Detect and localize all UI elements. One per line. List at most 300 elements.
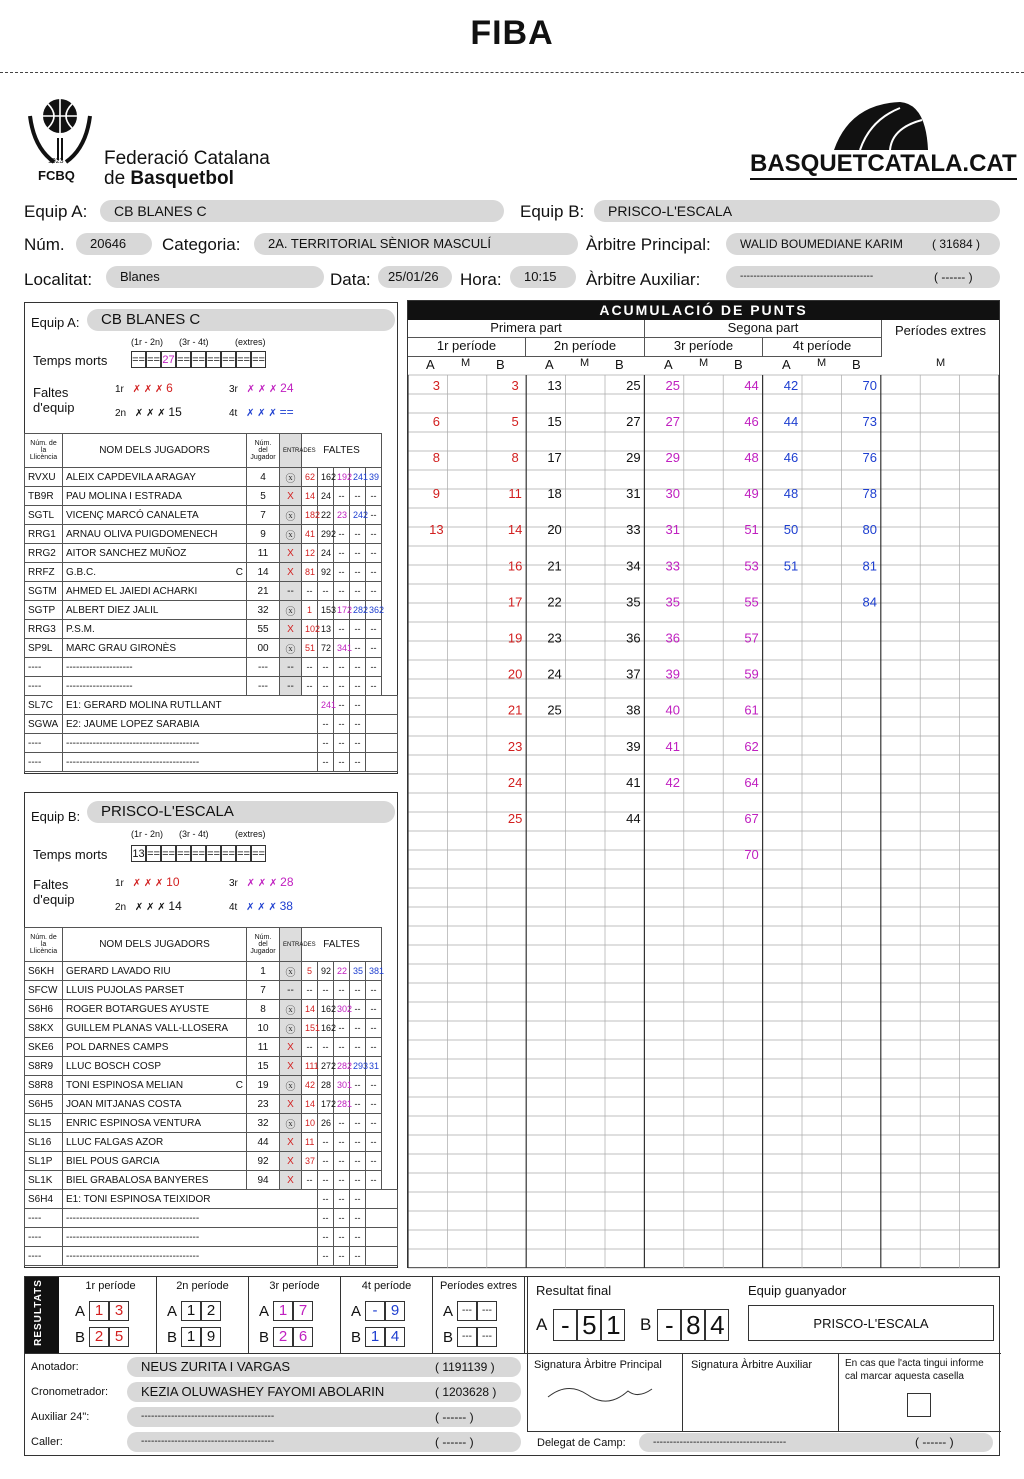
player-foul: 39: [366, 468, 382, 487]
coach-row[interactable]: [25, 1247, 398, 1266]
timeout-box[interactable]: ==: [146, 845, 161, 862]
player-license: ----: [25, 677, 63, 696]
player-entry: ⓧ: [280, 1019, 302, 1038]
player-foul: --: [366, 981, 382, 1000]
player-foul: 26: [318, 1114, 334, 1133]
player-foul: 241: [350, 468, 366, 487]
team-fouls-q4: 4t ✗ ✗ ✗ 38: [229, 899, 293, 913]
timeout-box[interactable]: ==: [221, 845, 236, 862]
player-foul: 13: [318, 620, 334, 639]
running-score: 33: [626, 522, 641, 538]
team-fouls-q2: 2n ✗ ✗ ✗ 14: [115, 899, 182, 913]
team-a-label: Equip A:: [24, 202, 88, 221]
team-b-players: [25, 962, 398, 1266]
team-b-panel: [24, 792, 398, 1268]
player-entry: X: [280, 563, 302, 582]
grid-col-headers: [408, 357, 999, 375]
player-license: SGTM: [25, 582, 63, 601]
col-m: M: [817, 357, 827, 369]
coach-foul: --: [350, 753, 366, 772]
coach-name: ----------------------------------------: [63, 734, 318, 753]
coach-foul: --: [318, 715, 334, 734]
player-name: ALEIX CAPDEVILA ARAGAY: [63, 468, 247, 487]
player-row[interactable]: [25, 677, 398, 696]
col-name: NOM DELS JUGADORS: [63, 434, 247, 468]
period-score-digit: 2: [273, 1327, 293, 1347]
player-license: S6H5: [25, 1095, 63, 1114]
period-score-row: A 1 2: [167, 1301, 221, 1321]
aux24-field[interactable]: ---------------------------------------- ( ------ ): [127, 1407, 521, 1427]
timeout-box[interactable]: ==: [206, 351, 221, 368]
player-foul: --: [366, 582, 382, 601]
period-score-digit: 1: [365, 1327, 385, 1347]
sig-main-box[interactable]: [527, 1353, 683, 1431]
category-field[interactable]: 2A. TERRITORIAL SÈNIOR MASCULÍ: [254, 233, 578, 255]
coach-row[interactable]: [25, 1190, 398, 1209]
coach-license: ----: [25, 1228, 63, 1247]
num-field[interactable]: 20646: [76, 233, 152, 255]
player-entry: X: [280, 487, 302, 506]
captain-mark: C: [235, 566, 243, 578]
player-foul: 301: [334, 1076, 350, 1095]
player-foul: --: [366, 506, 382, 525]
scorer-field[interactable]: NEUS ZURITA I VARGAS ( 1191139 ): [127, 1357, 521, 1377]
running-score: 51: [744, 522, 759, 538]
player-foul: --: [350, 1000, 366, 1019]
player-license: S8KX: [25, 1019, 63, 1038]
player-row[interactable]: [25, 1019, 398, 1038]
player-row[interactable]: [25, 620, 398, 639]
player-number: 7: [247, 506, 280, 525]
team-fouls-label: Faltes d'equip: [33, 385, 75, 415]
delegate-field[interactable]: ---------------------------------------- ( ------ ): [639, 1433, 993, 1452]
timer-field[interactable]: KEZIA OLUWASHEY FAYOMI ABOLARIN ( 1203628 ): [127, 1382, 521, 1402]
player-foul: 23: [334, 506, 350, 525]
player-foul: 162: [318, 1000, 334, 1019]
running-score: 17: [507, 594, 523, 610]
period-score-row: B 1 4: [351, 1327, 405, 1347]
team-b-panel-label: Equip B:: [31, 809, 81, 824]
running-score: 34: [626, 558, 641, 574]
player-foul: --: [334, 525, 350, 544]
timeout-box[interactable]: ==: [191, 845, 206, 862]
results-side-label: RESULTATS: [25, 1277, 59, 1353]
player-entry: ⓧ: [280, 1000, 302, 1019]
coach-row[interactable]: [25, 715, 398, 734]
period-score-row: B 1 9: [167, 1327, 221, 1347]
period-result-label: 4t període: [361, 1280, 412, 1292]
coach-foul: --: [350, 734, 366, 753]
player-foul: --: [318, 658, 334, 677]
player-number: 1: [247, 962, 280, 981]
player-foul: 14: [302, 1095, 318, 1114]
player-entry: ⓧ: [280, 1114, 302, 1133]
running-score: 39: [626, 738, 641, 754]
timeout-box[interactable]: ==: [206, 845, 221, 862]
running-score: 84: [862, 594, 878, 610]
player-row[interactable]: [25, 1171, 398, 1190]
col-license: Núm. de la Llicència: [25, 928, 63, 962]
coach-name: E2: JAUME LOPEZ SARABIA: [63, 715, 318, 734]
player-foul: --: [334, 1171, 350, 1190]
caller-field[interactable]: ---------------------------------------- ( ------ ): [127, 1432, 521, 1452]
player-license: RRG1: [25, 525, 63, 544]
running-score: 18: [547, 486, 562, 502]
period-score-digit: ---: [477, 1327, 497, 1347]
player-foul: 42: [302, 1076, 318, 1095]
player-foul: 172: [334, 601, 350, 620]
player-foul: --: [318, 981, 334, 1000]
team-b-label: Equip B:: [520, 202, 585, 221]
player-foul: --: [334, 620, 350, 639]
coach-license: ----: [25, 753, 63, 772]
coach-license: ----: [25, 734, 63, 753]
player-entry: X: [280, 1152, 302, 1171]
player-foul: --: [350, 620, 366, 639]
period-score-row: A 1 3: [75, 1301, 129, 1321]
player-entry: --: [280, 582, 302, 601]
player-foul: --: [318, 1038, 334, 1057]
player-entry: X: [280, 1133, 302, 1152]
winner-label: Equip guanyador: [748, 1283, 847, 1298]
player-license: SKE6: [25, 1038, 63, 1057]
running-score: 48: [783, 486, 799, 502]
timeout-box[interactable]: ==: [236, 351, 251, 368]
timeout-box[interactable]: 13: [131, 845, 146, 862]
period-result: [249, 1277, 341, 1353]
coach-row[interactable]: [25, 734, 398, 753]
col-b: B: [615, 357, 624, 372]
player-foul: 162: [318, 468, 334, 487]
coach-row[interactable]: [25, 1209, 398, 1228]
q1-label: 1r període: [408, 338, 526, 357]
coach-foul: --: [350, 696, 366, 715]
running-score: 14: [507, 522, 523, 538]
player-row[interactable]: [25, 506, 398, 525]
player-foul: --: [350, 582, 366, 601]
player-foul: --: [318, 1152, 334, 1171]
ref-main-label: Àrbitre Principal:: [586, 235, 711, 254]
running-score: 22: [547, 594, 562, 610]
player-foul: --: [350, 544, 366, 563]
player-foul: --: [318, 582, 334, 601]
player-row[interactable]: [25, 1152, 398, 1171]
team-fouls-q2: 2n ✗ ✗ ✗ 15: [115, 405, 182, 419]
location-field[interactable]: Blanes: [106, 266, 324, 288]
player-row[interactable]: [25, 582, 398, 601]
coach-foul-pad: [366, 1228, 398, 1247]
player-row[interactable]: [25, 1095, 398, 1114]
player-row[interactable]: [25, 639, 398, 658]
running-score: 13: [547, 377, 562, 393]
coach-row[interactable]: [25, 696, 398, 715]
player-foul: 341: [334, 639, 350, 658]
player-row[interactable]: [25, 658, 398, 677]
running-score: 27: [665, 413, 681, 429]
running-score: 35: [665, 594, 681, 610]
player-foul: --: [366, 1133, 382, 1152]
player-foul: 282: [334, 1057, 350, 1076]
player-license: S8R8: [25, 1076, 63, 1095]
player-foul: 293: [350, 1057, 366, 1076]
period-score-digit: 7: [293, 1301, 313, 1321]
player-name: MARC GRAU GIRONÈS: [63, 639, 247, 658]
player-foul: --: [302, 677, 318, 696]
running-score: 24: [507, 774, 523, 790]
coach-foul: --: [334, 1190, 350, 1209]
player-license: S8R9: [25, 1057, 63, 1076]
running-score: 36: [665, 630, 681, 646]
running-score: 5: [511, 413, 519, 429]
winner-field[interactable]: PRISCO-L'ESCALA: [748, 1305, 994, 1341]
player-row[interactable]: [25, 468, 398, 487]
score-grid-title: ACUMULACIÓ DE PUNTS: [408, 301, 999, 320]
timeout-box[interactable]: ==: [191, 351, 206, 368]
q2-label: 2n període: [526, 338, 645, 357]
period-hint-3: (extres): [235, 829, 266, 839]
col-a: A: [664, 357, 673, 372]
coach-license: S6H4: [25, 1190, 63, 1209]
running-score: 36: [626, 630, 641, 646]
team-b-field[interactable]: PRISCO-L'ESCALA: [594, 200, 1000, 222]
coach-foul-pad: [366, 1190, 398, 1209]
running-score: 37: [626, 666, 641, 682]
player-foul: 37: [302, 1152, 318, 1171]
running-score: 25: [507, 811, 523, 827]
time-field[interactable]: 10:15: [510, 266, 576, 288]
half1-label: Primera part: [408, 320, 645, 338]
running-score: 33: [665, 558, 681, 574]
period-result-label: 2n període: [176, 1280, 229, 1292]
player-foul: --: [366, 1114, 382, 1133]
coach-foul: --: [318, 1228, 334, 1247]
player-row[interactable]: [25, 1076, 398, 1095]
player-foul: --: [334, 1133, 350, 1152]
timeout-box[interactable]: ==: [161, 845, 176, 862]
player-foul: --: [366, 487, 382, 506]
team-a-field[interactable]: CB BLANES C: [100, 200, 504, 222]
coach-name: E1: TONI ESPINOSA TEIXIDOR: [63, 1190, 318, 1209]
period-hint-2: (3r - 4t): [179, 829, 209, 839]
player-foul: --: [334, 487, 350, 506]
player-foul: --: [350, 1114, 366, 1133]
final-result-label: Resultat final: [536, 1283, 612, 1298]
coach-foul-pad: [366, 715, 398, 734]
player-row[interactable]: [25, 563, 398, 582]
sig-aux-box[interactable]: [683, 1353, 839, 1431]
timeout-box[interactable]: ==: [146, 351, 161, 368]
player-entry: --: [280, 677, 302, 696]
player-foul: --: [334, 677, 350, 696]
player-foul: --: [366, 544, 382, 563]
protest-box: [839, 1353, 1001, 1431]
brand-name: BASQUETCATALA.CAT: [750, 150, 1017, 180]
player-row[interactable]: [25, 487, 398, 506]
player-foul: 41: [302, 525, 318, 544]
coach-row[interactable]: [25, 753, 398, 772]
player-row[interactable]: [25, 1133, 398, 1152]
num-label: Núm.: [24, 235, 65, 254]
protest-checkbox[interactable]: [907, 1393, 931, 1417]
coach-foul: --: [350, 1190, 366, 1209]
player-row[interactable]: [25, 1038, 398, 1057]
running-score: 64: [744, 774, 759, 790]
player-foul: 72: [318, 639, 334, 658]
player-foul: --: [302, 1171, 318, 1190]
team-b-name: PRISCO-L'ESCALA: [87, 801, 395, 823]
player-foul: 153: [318, 601, 334, 620]
player-foul: --: [366, 620, 382, 639]
player-number: 00: [247, 639, 280, 658]
timeout-box[interactable]: ==: [221, 351, 236, 368]
player-license: S6KH: [25, 962, 63, 981]
coach-foul: --: [334, 1228, 350, 1247]
player-row[interactable]: [25, 1057, 398, 1076]
player-foul: 182: [302, 506, 318, 525]
player-row[interactable]: [25, 1114, 398, 1133]
player-number: 21: [247, 582, 280, 601]
period-result: [65, 1277, 157, 1353]
player-license: TB9R: [25, 487, 63, 506]
federation-name-1: Federació Catalana: [104, 148, 270, 169]
coach-foul: --: [350, 1247, 366, 1266]
running-score: 44: [744, 377, 759, 393]
player-name: PAU MOLINA I ESTRADA: [63, 487, 247, 506]
col-fouls: FALTES: [302, 434, 382, 468]
running-score: 29: [665, 450, 681, 466]
ref-main-field[interactable]: WALID BOUMEDIANE KARIM ( 31684 ): [726, 233, 1000, 255]
player-row[interactable]: [25, 525, 398, 544]
timeout-box[interactable]: ==: [131, 351, 146, 368]
delegate-label: Delegat de Camp:: [537, 1437, 626, 1449]
player-foul: 302: [334, 1000, 350, 1019]
coach-row[interactable]: [25, 1228, 398, 1247]
half2-label: Segona part: [645, 320, 882, 338]
sig-aux-label: Signatura Àrbitre Auxiliar: [691, 1359, 813, 1371]
running-score: 46: [783, 450, 799, 466]
team-a-name: CB BLANES C: [87, 309, 395, 331]
period-score-digit: 1: [181, 1327, 201, 1347]
fiba-title: FIBA: [470, 14, 554, 52]
coach-name: ----------------------------------------: [63, 1247, 318, 1266]
q4-label: 4t període: [763, 338, 882, 357]
protest-note: En cas que l'acta tingui informe cal marcar aquesta casella: [845, 1358, 984, 1382]
player-foul: --: [366, 677, 382, 696]
running-score: 35: [626, 594, 641, 610]
ref-aux-field[interactable]: ---------------------------------------- ( ------ ): [726, 266, 1000, 288]
player-license: SGTL: [25, 506, 63, 525]
player-foul: --: [334, 1114, 350, 1133]
timeout-box[interactable]: ==: [176, 351, 191, 368]
score-grid-lines: [408, 375, 999, 1267]
running-score: 30: [665, 486, 681, 502]
running-score: 76: [862, 450, 878, 466]
timeout-box[interactable]: ==: [251, 845, 266, 862]
period-result-label: Períodes extres: [439, 1280, 518, 1292]
coach-license: ----: [25, 1209, 63, 1228]
basketball-icon: [830, 100, 930, 152]
player-entry: X: [280, 1171, 302, 1190]
player-row[interactable]: [25, 962, 398, 981]
player-row[interactable]: [25, 981, 398, 1000]
player-foul: --: [318, 1171, 334, 1190]
player-license: S6H6: [25, 1000, 63, 1019]
player-foul: 92: [318, 962, 334, 981]
period-score-digit: 1: [181, 1301, 201, 1321]
player-row[interactable]: [25, 544, 398, 563]
player-foul: 11: [302, 1133, 318, 1152]
coach-license: SGWA: [25, 715, 63, 734]
player-foul: 381: [366, 962, 382, 981]
sig-main-label: Signatura Àrbitre Principal: [534, 1359, 662, 1371]
timeout-box[interactable]: ==: [251, 351, 266, 368]
coach-name: ----------------------------------------: [63, 1228, 318, 1247]
period-score-row: A - 9: [351, 1301, 405, 1321]
player-name: P.S.M.: [63, 620, 247, 639]
player-foul: --: [366, 1000, 382, 1019]
player-foul: 14: [302, 487, 318, 506]
running-score: 20: [547, 522, 562, 538]
player-number: 92: [247, 1152, 280, 1171]
coach-foul: --: [318, 734, 334, 753]
player-entry: X: [280, 620, 302, 639]
running-score: 3: [511, 377, 519, 393]
player-entry: X: [280, 1095, 302, 1114]
col-extra-m: M: [936, 357, 946, 369]
running-score: 8: [511, 450, 519, 466]
coach-foul-pad: [366, 696, 398, 715]
col-license: Núm. de la Llicència: [25, 434, 63, 468]
player-foul: --: [366, 1152, 382, 1171]
basquetcatala-logo: [830, 100, 930, 152]
player-number: 7: [247, 981, 280, 1000]
final-b: B - 8 4: [640, 1309, 729, 1341]
logo-year: 1923: [48, 158, 64, 165]
player-name: TONI ESPINOSA MELIAN C: [63, 1076, 247, 1095]
running-score: 51: [783, 558, 799, 574]
player-row[interactable]: [25, 601, 398, 620]
col-name: NOM DELS JUGADORS: [63, 928, 247, 962]
running-score: 40: [665, 702, 681, 718]
player-row[interactable]: [25, 1000, 398, 1019]
player-name: G.B.C. C: [63, 563, 247, 582]
running-score: 80: [862, 522, 878, 538]
period-score-digit: 2: [89, 1327, 109, 1347]
period-result-label: 3r període: [269, 1280, 320, 1292]
timeout-box[interactable]: ==: [236, 845, 251, 862]
period-score-row: B 2 6: [259, 1327, 313, 1347]
player-foul: --: [366, 639, 382, 658]
team-fouls-q1: 1r ✗ ✗ ✗ 10: [115, 875, 180, 889]
timeout-box[interactable]: ==: [176, 845, 191, 862]
date-field[interactable]: 25/01/26: [378, 266, 452, 288]
period-result: [341, 1277, 433, 1353]
player-license: SP9L: [25, 639, 63, 658]
period-score-digit: 6: [293, 1327, 313, 1347]
running-score: 73: [862, 413, 878, 429]
coach-foul: --: [334, 715, 350, 734]
location-label: Localitat:: [24, 270, 93, 289]
player-number: 32: [247, 1114, 280, 1133]
logo-abbr: FCBQ: [38, 168, 75, 183]
timeout-box[interactable]: 27: [161, 351, 176, 368]
player-number: 5: [247, 487, 280, 506]
col-number: Núm. del Jugador: [247, 928, 280, 962]
running-score: 25: [626, 377, 641, 393]
category-label: Categoria:: [162, 235, 241, 254]
timeouts-label: Temps morts: [33, 847, 108, 862]
running-score: 17: [547, 450, 562, 466]
